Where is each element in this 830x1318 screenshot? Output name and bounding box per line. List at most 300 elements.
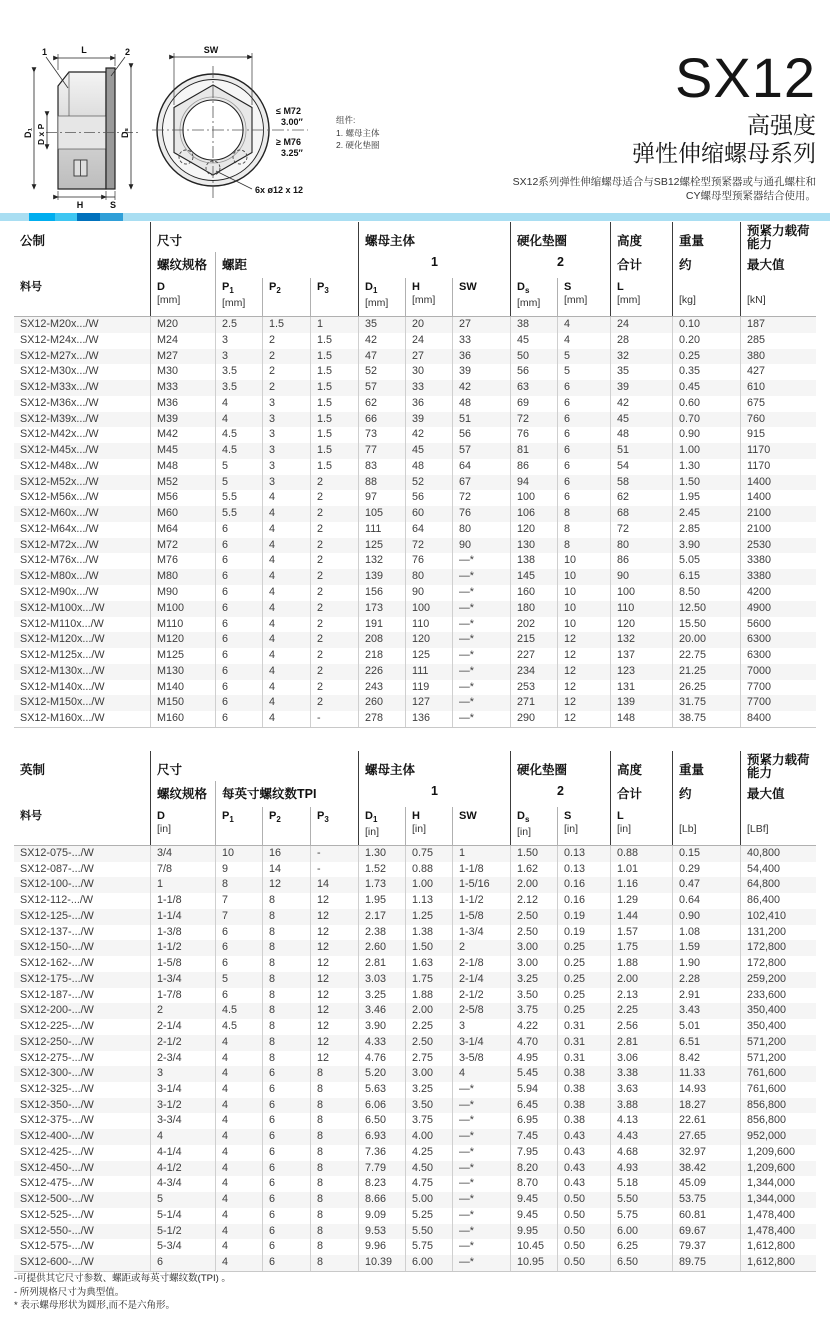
value-cell: 76 <box>405 553 452 569</box>
value-cell: 4 <box>215 1239 262 1255</box>
value-cell: 1-1/2 <box>452 893 510 909</box>
value-cell: 6 <box>215 601 262 617</box>
value-cell: 2.12 <box>510 893 557 909</box>
value-cell: 6.25 <box>610 1239 672 1255</box>
value-cell: 2-1/2 <box>150 1035 215 1051</box>
value-cell: 1.59 <box>672 940 740 956</box>
part-number-cell: SX12-M100x.../W <box>20 601 105 614</box>
value-cell: 208 <box>358 632 405 648</box>
colhead-cell: H [in] <box>405 807 452 845</box>
group-weight: 重量 <box>672 751 740 781</box>
value-cell: 6 <box>557 396 610 412</box>
value-cell: 2 <box>310 585 358 601</box>
value-cell: 102,410 <box>740 909 816 925</box>
value-cell: 3/4 <box>150 846 215 862</box>
value-cell: 6 <box>215 522 262 538</box>
value-cell: 12 <box>310 940 358 956</box>
value-cell: 3.25 <box>405 1082 452 1098</box>
value-cell: 290 <box>510 711 557 727</box>
colhead-cell: $P_2$ <box>262 278 310 316</box>
table-row <box>14 617 816 633</box>
value-cell: 14 <box>310 877 358 893</box>
value-cell: —* <box>452 569 510 585</box>
value-cell: 6.06 <box>358 1098 405 1114</box>
value-cell: 0.10 <box>672 317 740 333</box>
value-cell: 4 <box>215 396 262 412</box>
value-cell: 12 <box>557 648 610 664</box>
value-cell: 4.00 <box>405 1129 452 1145</box>
holes-label: 6x ø12 x 12 <box>255 185 304 195</box>
value-cell: 761,600 <box>740 1082 816 1098</box>
table-row <box>14 1082 816 1098</box>
value-cell: 4 <box>215 1176 262 1192</box>
value-cell: 2 <box>310 569 358 585</box>
callout-2-label: 2 <box>125 47 131 57</box>
value-cell: 3.46 <box>358 1003 405 1019</box>
value-cell: 6 <box>215 956 262 972</box>
value-cell: 0.20 <box>672 333 740 349</box>
value-cell: 12 <box>310 893 358 909</box>
part-number-cell: SX12-M110x.../W <box>20 617 104 630</box>
value-cell: 2 <box>310 695 358 711</box>
value-cell: 2 <box>262 380 310 396</box>
value-cell: 4-1/4 <box>150 1145 215 1161</box>
value-cell: 88 <box>358 475 405 491</box>
colhead-cell: $D_1$ [in] <box>358 807 405 845</box>
value-cell: —* <box>452 648 510 664</box>
group-nut-body: 螺母主体 <box>358 751 510 781</box>
value-cell: 12 <box>310 1019 358 1035</box>
value-cell: 4 <box>215 412 262 428</box>
value-cell: 8 <box>262 940 310 956</box>
value-cell: 3.75 <box>510 1003 557 1019</box>
value-cell: 14.93 <box>672 1082 740 1098</box>
value-cell: 5 <box>557 364 610 380</box>
value-cell: 10.39 <box>358 1255 405 1271</box>
value-cell: 3.43 <box>672 1003 740 1019</box>
dim-SW-label: SW <box>203 45 219 55</box>
value-cell: 350,400 <box>740 1019 816 1035</box>
value-cell: 8.23 <box>358 1176 405 1192</box>
value-cell: 5 <box>215 475 262 491</box>
value-cell: 4 <box>262 711 310 727</box>
footnotes <box>14 1272 231 1313</box>
value-cell: 2.85 <box>672 522 740 538</box>
value-cell: 42 <box>610 396 672 412</box>
value-cell: M20 <box>150 317 215 333</box>
value-cell: 1.13 <box>405 893 452 909</box>
value-cell: 20.00 <box>672 632 740 648</box>
value-cell: 6 <box>262 1129 310 1145</box>
table-row <box>14 695 816 711</box>
value-cell: 33 <box>405 380 452 396</box>
value-cell: 4 <box>150 1129 215 1145</box>
part-number-cell: SX12-112-.../W <box>20 894 94 907</box>
value-cell: 6 <box>557 427 610 443</box>
table-row <box>14 412 816 428</box>
value-cell: 1.75 <box>405 972 452 988</box>
technical-drawing <box>6 42 426 212</box>
group-height: 高度 <box>610 751 672 781</box>
value-cell: —* <box>452 1224 510 1240</box>
subgroup-nut-body-num: 1 <box>358 252 510 278</box>
value-cell: 8.70 <box>510 1176 557 1192</box>
value-cell: 4.93 <box>610 1161 672 1177</box>
value-cell: 0.43 <box>557 1145 610 1161</box>
value-cell: 4900 <box>740 601 816 617</box>
value-cell: 48 <box>405 459 452 475</box>
value-cell: 6.00 <box>405 1255 452 1271</box>
table-row <box>14 862 816 878</box>
value-cell: 1.57 <box>610 925 672 941</box>
value-cell: 5.50 <box>405 1224 452 1240</box>
value-cell: 11.33 <box>672 1066 740 1082</box>
value-cell: 6 <box>262 1113 310 1129</box>
value-cell: 125 <box>358 538 405 554</box>
value-cell: 68 <box>610 506 672 522</box>
value-cell: 6.95 <box>510 1113 557 1129</box>
value-cell: 4 <box>215 1098 262 1114</box>
value-cell: 7000 <box>740 664 816 680</box>
value-cell: 38.42 <box>672 1161 740 1177</box>
colhead-cell: $P_1$ [mm] <box>215 278 262 316</box>
value-cell: 2.25 <box>610 1003 672 1019</box>
value-cell: 48 <box>610 427 672 443</box>
value-cell: 6 <box>215 711 262 727</box>
dim-D1-label: D₁ <box>23 127 33 138</box>
value-cell: 1170 <box>740 459 816 475</box>
value-cell: 12 <box>310 1051 358 1067</box>
value-cell: 1.30 <box>672 459 740 475</box>
value-cell: 10 <box>215 846 262 862</box>
value-cell: 0.75 <box>405 846 452 862</box>
colhead-cell: $P_3$ <box>310 807 358 845</box>
value-cell: 2 <box>310 475 358 491</box>
value-cell: 4 <box>215 1035 262 1051</box>
value-cell: 4 <box>215 1051 262 1067</box>
table-row <box>14 396 816 412</box>
value-cell: 4-1/2 <box>150 1161 215 1177</box>
value-cell: 2.75 <box>405 1051 452 1067</box>
value-cell: 10 <box>557 585 610 601</box>
value-cell: 123 <box>610 664 672 680</box>
value-cell: 9.95 <box>510 1224 557 1240</box>
value-cell: 4.25 <box>405 1145 452 1161</box>
value-cell: 0.31 <box>557 1051 610 1067</box>
value-cell: 6 <box>557 443 610 459</box>
value-cell: 6 <box>215 553 262 569</box>
value-cell: 40,800 <box>740 846 816 862</box>
table-row <box>14 1176 816 1192</box>
value-cell: 0.15 <box>672 846 740 862</box>
table-row <box>14 1224 816 1240</box>
part-number-cell: SX12-500-.../W <box>20 1193 94 1206</box>
part-number-cell: SX12-M30x.../W <box>20 365 99 378</box>
value-cell: —* <box>452 711 510 727</box>
value-cell: 1.5 <box>310 380 358 396</box>
value-cell: 64 <box>452 459 510 475</box>
value-cell: 56 <box>452 427 510 443</box>
value-cell: 4 <box>215 1255 262 1271</box>
value-cell: 2-3/4 <box>150 1051 215 1067</box>
value-cell: 51 <box>610 443 672 459</box>
description-line-2: CY螺母型预紧器结合使用。 <box>685 190 816 202</box>
legend-item-1: 1. 螺母主体 <box>336 128 380 138</box>
value-cell: 69.67 <box>672 1224 740 1240</box>
value-cell: 0.25 <box>557 988 610 1004</box>
accent-bar-segment <box>55 213 77 221</box>
value-cell: 3 <box>215 349 262 365</box>
value-cell: 1,478,400 <box>740 1224 816 1240</box>
value-cell: 9 <box>215 862 262 878</box>
value-cell: 139 <box>610 695 672 711</box>
value-cell: 4 <box>262 617 310 633</box>
table-row <box>14 1098 816 1114</box>
value-cell: 53.75 <box>672 1192 740 1208</box>
value-cell: 22.75 <box>672 648 740 664</box>
subgroup-pitch: 螺距 <box>215 252 358 278</box>
subgroup-total: 合计 <box>610 781 672 807</box>
value-cell: 5 <box>150 1192 215 1208</box>
dim-L-label: L <box>81 45 87 55</box>
value-cell: 2 <box>262 333 310 349</box>
value-cell: —* <box>452 1255 510 1271</box>
value-cell: 1-7/8 <box>150 988 215 1004</box>
part-number-cell: SX12-M60x.../W <box>20 507 99 520</box>
value-cell: 4 <box>215 1066 262 1082</box>
value-cell: 2 <box>310 664 358 680</box>
value-cell: 38 <box>510 317 557 333</box>
value-cell: 72 <box>610 522 672 538</box>
value-cell: 1.88 <box>610 956 672 972</box>
value-cell: 5 <box>557 349 610 365</box>
value-cell: 72 <box>405 538 452 554</box>
value-cell: 5600 <box>740 617 816 633</box>
value-cell: 2.50 <box>510 925 557 941</box>
value-cell: 0.47 <box>672 877 740 893</box>
part-number-cell: SX12-M52x.../W <box>20 475 99 488</box>
group-preload-line2: 能力 <box>747 237 773 251</box>
value-cell: 6.00 <box>610 1224 672 1240</box>
colhead-cell: [LBf] <box>740 807 816 845</box>
part-number-cell: SX12-550-.../W <box>20 1224 94 1237</box>
value-cell: 0.50 <box>557 1255 610 1271</box>
value-cell: M90 <box>150 585 215 601</box>
value-cell: 1.30 <box>358 846 405 862</box>
value-cell: 38.75 <box>672 711 740 727</box>
value-cell: 4.50 <box>405 1161 452 1177</box>
value-cell: 1-5/16 <box>452 877 510 893</box>
value-cell: 1-5/8 <box>150 956 215 972</box>
value-cell: 131,200 <box>740 925 816 941</box>
table-row <box>14 1019 816 1035</box>
table-row <box>14 553 816 569</box>
value-cell: 3.00 <box>510 956 557 972</box>
subgroup-blank <box>14 252 150 278</box>
value-cell: 42 <box>358 333 405 349</box>
colhead-part-number: 料号 <box>20 281 42 293</box>
value-cell: 8 <box>262 956 310 972</box>
value-cell: 36 <box>452 349 510 365</box>
value-cell: 1-3/4 <box>150 972 215 988</box>
value-cell: 30 <box>405 364 452 380</box>
value-cell: 1.50 <box>510 846 557 862</box>
thread-note-2b: 3.25″ <box>281 148 303 158</box>
footnote-1: -可提供其它尺寸参数、螺距或每英寸螺纹数(TPI) 。 <box>14 1273 231 1284</box>
table-row <box>14 1129 816 1145</box>
value-cell: 6 <box>262 1224 310 1240</box>
value-cell: 350,400 <box>740 1003 816 1019</box>
value-cell: 1.01 <box>610 862 672 878</box>
value-cell: - <box>310 846 358 862</box>
part-number-cell: SX12-475-.../W <box>20 1177 94 1190</box>
subgroup-max: 最大值 <box>740 252 816 278</box>
value-cell: 1.95 <box>672 490 740 506</box>
value-cell: 45 <box>405 443 452 459</box>
value-cell: 9.09 <box>358 1208 405 1224</box>
value-cell: M130 <box>150 664 215 680</box>
group-preload <box>740 222 816 252</box>
thread-note-2a: ≥ M76 <box>276 137 301 147</box>
value-cell: 4 <box>262 632 310 648</box>
value-cell: 20 <box>405 317 452 333</box>
value-cell: 1.5 <box>310 364 358 380</box>
value-cell: 5.63 <box>358 1082 405 1098</box>
value-cell: 62 <box>358 396 405 412</box>
value-cell: 4.13 <box>610 1113 672 1129</box>
value-cell: 3.00 <box>510 940 557 956</box>
value-cell: 8 <box>310 1239 358 1255</box>
value-cell: 1400 <box>740 490 816 506</box>
subgroup-approx: 约 <box>672 781 740 807</box>
value-cell: 4 <box>262 680 310 696</box>
part-number-cell: SX12-M39x.../W <box>20 412 99 425</box>
colhead-cell: L [mm] <box>610 278 672 316</box>
table-row <box>14 940 816 956</box>
value-cell: 856,800 <box>740 1098 816 1114</box>
colhead-cell: SW <box>452 807 510 845</box>
value-cell: 10 <box>557 553 610 569</box>
dim-S-label: S <box>109 200 117 210</box>
value-cell: 3.63 <box>610 1082 672 1098</box>
value-cell: 28 <box>610 333 672 349</box>
value-cell: 675 <box>740 396 816 412</box>
value-cell: 26.25 <box>672 680 740 696</box>
value-cell: M33 <box>150 380 215 396</box>
value-cell: 4 <box>262 695 310 711</box>
value-cell: 253 <box>510 680 557 696</box>
colhead-part-number: 料号 <box>20 810 42 822</box>
value-cell: 12 <box>310 1035 358 1051</box>
value-cell: 2100 <box>740 506 816 522</box>
value-cell: M100 <box>150 601 215 617</box>
value-cell: 6 <box>215 617 262 633</box>
value-cell: 12 <box>310 909 358 925</box>
value-cell: 105 <box>358 506 405 522</box>
page-subtitle-2: 弹性伸缩螺母系列 <box>632 140 816 166</box>
part-number-cell: SX12-162-.../W <box>20 957 94 970</box>
value-cell: 6 <box>215 648 262 664</box>
value-cell: 1,612,800 <box>740 1255 816 1271</box>
value-cell: 2.56 <box>610 1019 672 1035</box>
group-preload-line2: 能力 <box>747 766 773 780</box>
value-cell: 0.38 <box>557 1066 610 1082</box>
value-cell: 2 <box>310 538 358 554</box>
value-cell: —* <box>452 617 510 633</box>
value-cell: 6 <box>262 1082 310 1098</box>
value-cell: 110 <box>405 617 452 633</box>
value-cell: 6 <box>215 538 262 554</box>
value-cell: 12 <box>557 664 610 680</box>
value-cell: 4.43 <box>610 1129 672 1145</box>
group-preload <box>740 751 816 781</box>
value-cell: 3.88 <box>610 1098 672 1114</box>
value-cell: 7.79 <box>358 1161 405 1177</box>
value-cell: 4 <box>215 1145 262 1161</box>
value-cell: 139 <box>358 569 405 585</box>
value-cell: 35 <box>610 364 672 380</box>
value-cell: M27 <box>150 349 215 365</box>
part-number-cell: SX12-M20x.../W <box>20 318 99 330</box>
value-cell: 0.43 <box>557 1161 610 1177</box>
value-cell: 8 <box>310 1066 358 1082</box>
value-cell: 5 <box>215 459 262 475</box>
value-cell: M64 <box>150 522 215 538</box>
table-row <box>14 1145 816 1161</box>
value-cell: 1.5 <box>310 349 358 365</box>
value-cell: 8 <box>215 877 262 893</box>
value-cell: 8 <box>262 1003 310 1019</box>
value-cell: 1 <box>150 877 215 893</box>
colhead-cell: H [mm] <box>405 278 452 316</box>
value-cell: 67 <box>452 475 510 491</box>
part-number-cell: SX12-M36x.../W <box>20 396 99 409</box>
value-cell: 0.25 <box>557 956 610 972</box>
value-cell: 6 <box>215 925 262 941</box>
region-label: 英制 <box>20 763 46 777</box>
value-cell: 2.5 <box>215 317 262 333</box>
value-cell: 12 <box>310 972 358 988</box>
table-row <box>14 1051 816 1067</box>
value-cell: —* <box>452 601 510 617</box>
colhead-cell: D [mm] <box>150 278 215 316</box>
table-row <box>14 972 816 988</box>
table-row <box>14 680 816 696</box>
value-cell: 4.76 <box>358 1051 405 1067</box>
value-cell: 2.45 <box>672 506 740 522</box>
value-cell: 3.00 <box>405 1066 452 1082</box>
value-cell: 227 <box>510 648 557 664</box>
value-cell: 4.33 <box>358 1035 405 1051</box>
value-cell: 24 <box>405 333 452 349</box>
value-cell: 5.45 <box>510 1066 557 1082</box>
part-number-cell: SX12-175-.../W <box>20 972 94 985</box>
value-cell: 271 <box>510 695 557 711</box>
colhead-row <box>14 278 816 317</box>
value-cell: 2530 <box>740 538 816 554</box>
accent-bar-segment <box>100 213 123 221</box>
value-cell: 5.00 <box>405 1192 452 1208</box>
value-cell: 6.15 <box>672 569 740 585</box>
value-cell: 1.52 <box>358 862 405 878</box>
value-cell: M120 <box>150 632 215 648</box>
group-nut-body: 螺母主体 <box>358 222 510 252</box>
value-cell: —* <box>452 1145 510 1161</box>
value-cell: 100 <box>510 490 557 506</box>
value-cell: 1-3/8 <box>150 925 215 941</box>
colhead-cell: $P_1$ <box>215 807 262 845</box>
side-view <box>23 45 140 210</box>
